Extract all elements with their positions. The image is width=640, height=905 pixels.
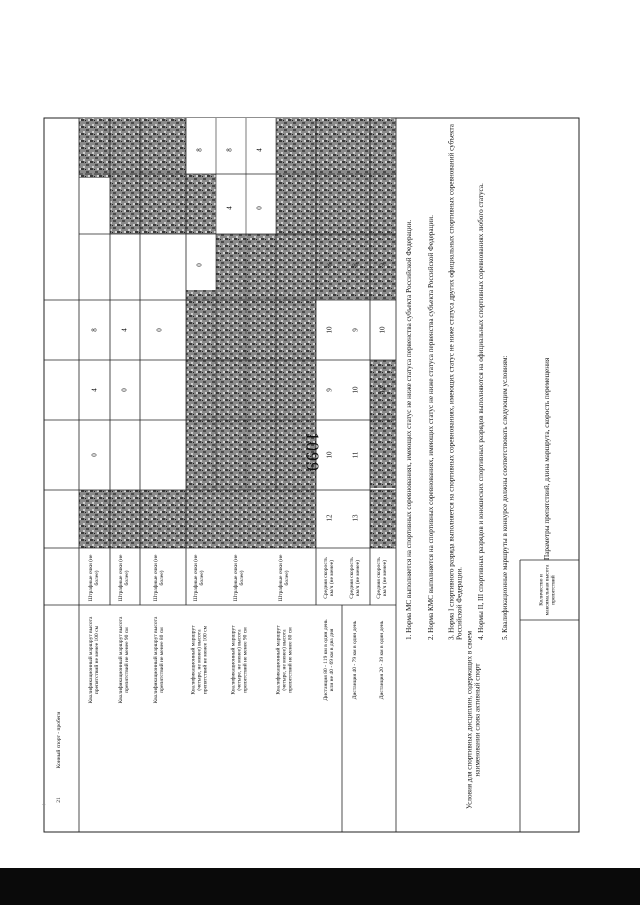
row-number: 21	[56, 797, 63, 803]
cell-value: 0	[287, 148, 296, 152]
speed-label: Средняя скорость км/ч (не менее)	[376, 557, 388, 599]
cell-value: 10	[351, 386, 360, 394]
cell-value: 0	[255, 206, 264, 210]
note-4: 4. Нормы II, III спортивных разрядов и юношеских спортивных разрядов выполняются на официальных спортивных соревнованиях любого статуса.	[477, 183, 486, 640]
cell-value: 12	[325, 514, 334, 522]
cell-value: 13	[351, 514, 360, 522]
cell-value: 0	[195, 263, 204, 267]
cell-value: 9	[351, 328, 360, 332]
conditions-title: Условия для спортивных дисциплин, содержащих в своем наименовании слова активный спорт	[465, 630, 481, 810]
bottom-table-col1: Количество и максимальная высота препятствий	[538, 564, 556, 616]
row-label: Дистанция 20 - 39 км в один день	[379, 620, 386, 700]
row-label: Дистанция 40 - 79 км в один день	[352, 620, 359, 700]
row-label: Квалификационный маршрут (четыре, не менее) высота препятствий не менее 80 см	[275, 625, 293, 695]
cell-value: 4	[120, 328, 129, 332]
penalty-label: Штрафные очки (не более)	[118, 554, 130, 602]
row-label: Квалификационный маршрут высота препятствий не менее 80 см	[153, 616, 165, 704]
cell-value: 10	[325, 451, 334, 459]
cell-value: 0	[155, 328, 164, 332]
cell-value: 4	[255, 148, 264, 152]
cell-value: 12	[378, 386, 387, 394]
row-label: Квалификационный маршрут высота препятствий не менее 90 см	[118, 616, 130, 704]
cell-value: 4	[225, 206, 234, 210]
speed-label: Средняя скорость км/ч (не менее)	[323, 557, 335, 599]
cell-value: 8	[195, 148, 204, 152]
note-1: 1. Норма МС выполняется на спортивных соревнованиях, имеющих статус не ниже статуса первенства субъекта Российской Федерации.	[405, 219, 414, 640]
cell-value: 9	[325, 388, 334, 392]
note-3: 3. Норма I спортивного разряда выполняется на спортивных соревнованиях, имеющих статус не ниже статуса других официальных спортивных соревнований субъекта Российской Федерации.	[447, 124, 463, 640]
cell-value: 8	[351, 263, 360, 267]
cell-value: 4	[90, 388, 99, 392]
cell-value: 0	[90, 453, 99, 457]
cell-value: 8	[325, 263, 334, 267]
bottom-table-col2: Параметры препятствий, длина маршрута, скорость перемещения	[543, 357, 552, 560]
penalty-label: Штрафные очки (не более)	[88, 554, 100, 602]
cell-value: 9	[378, 263, 387, 267]
note-2: 2. Норма КМС выполняется на спортивных соревнованиях, имеющих статус не ниже статуса первенства субъекта Российской Федерации.	[427, 215, 436, 640]
row-label: Квалификационный маршрут (четыре, не менее) высота препятствий не менее 100 см	[190, 625, 208, 695]
cell-value: 0	[120, 388, 129, 392]
margin-mark: –	[42, 800, 46, 808]
cell-value: 10	[378, 326, 387, 334]
note-5: 5. Квалификационные маршруты в конкурсе должны соответствовать следующим условиям:	[501, 355, 510, 640]
penalty-label: Штрафные очки (не более)	[233, 554, 245, 602]
page-number: 1099	[302, 432, 323, 472]
speed-label: Средняя скорость км/ч (не менее)	[349, 557, 361, 599]
penalty-label: Штрафные очки (не более)	[153, 554, 165, 602]
penalty-label: Штрафные очки (не более)	[193, 554, 205, 602]
shaded-area	[79, 490, 316, 548]
row-label: Квалификационный маршрут высота препятствий не менее 100 см	[88, 616, 100, 704]
scan-edge	[0, 868, 640, 905]
row-label: Квалификационный маршрут (четыре, не менее) высота препятствий не менее 90 см	[230, 625, 248, 695]
cell-value: 10	[325, 326, 334, 334]
cell-value: 11	[351, 451, 360, 459]
sport-name: Конный спорт - пробеги	[56, 711, 63, 769]
cell-value: 8	[90, 328, 99, 332]
row-label: Дистанция 80 - 119 км в один день или не 40 - 69 км в два дня	[323, 619, 335, 701]
cell-value: 8	[225, 148, 234, 152]
penalty-label: Штрафные очки (не более)	[278, 554, 290, 602]
